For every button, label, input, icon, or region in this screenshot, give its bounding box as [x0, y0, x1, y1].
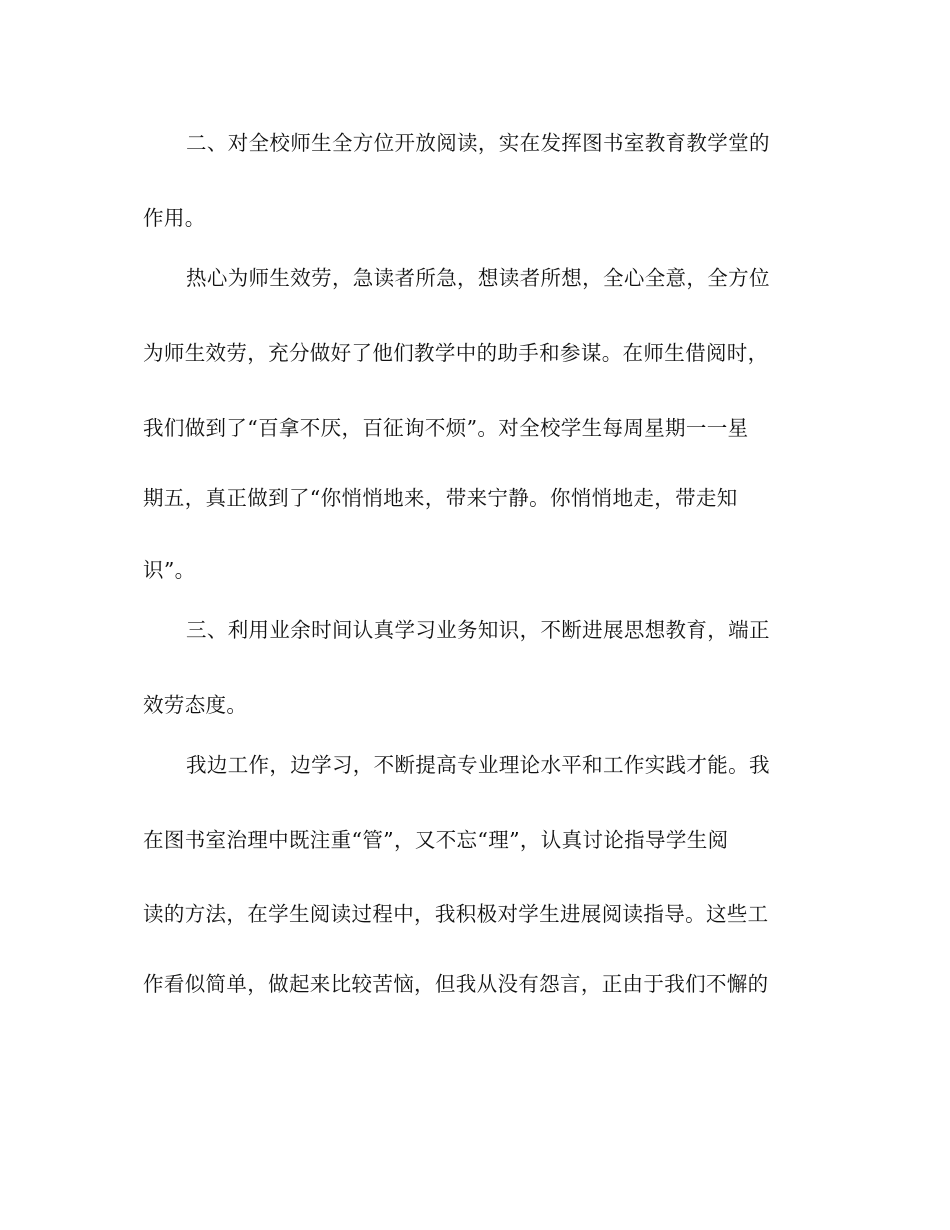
heading-line-2-cont: 作用。 — [143, 206, 206, 230]
paragraph-line: 我们做到了“百拿不厌，百征询不烦”。对全校学生每周星期一一星 — [143, 416, 749, 440]
heading-line-3: 三、利用业余时间认真学习业务知识，不断进展思想教育，端正 — [186, 618, 770, 642]
paragraph-line: 识”。 — [143, 558, 196, 582]
paragraph-line: 我边工作，边学习，不断提高专业理论水平和工作实践才能。我 — [186, 753, 770, 777]
paragraph-line: 在图书室治理中既注重“管”，又不忘“理”，认真讨论指导学生阅 — [143, 828, 729, 852]
paragraph-line: 热心为师生效劳，急读者所急，想读者所想，全心全意，全方位 — [186, 266, 770, 290]
paragraph-line: 期五，真正做到了“你悄悄地来，带来宁静。你悄悄地走，带走知 — [143, 486, 738, 510]
heading-line-3-cont: 效劳态度。 — [143, 693, 248, 717]
paragraph-line: 为师生效劳，充分做好了他们教学中的助手和参谋。在师生借阅时， — [143, 341, 769, 365]
paragraph-line: 作看似简单，做起来比较苦恼，但我从没有怨言，正由于我们不懈的 — [143, 972, 769, 996]
paragraph-line: 读的方法，在学生阅读过程中，我积极对学生进展阅读指导。这些工 — [143, 902, 769, 926]
heading-line-2: 二、对全校师生全方位开放阅读，实在发挥图书室教育教学堂的 — [186, 131, 770, 155]
